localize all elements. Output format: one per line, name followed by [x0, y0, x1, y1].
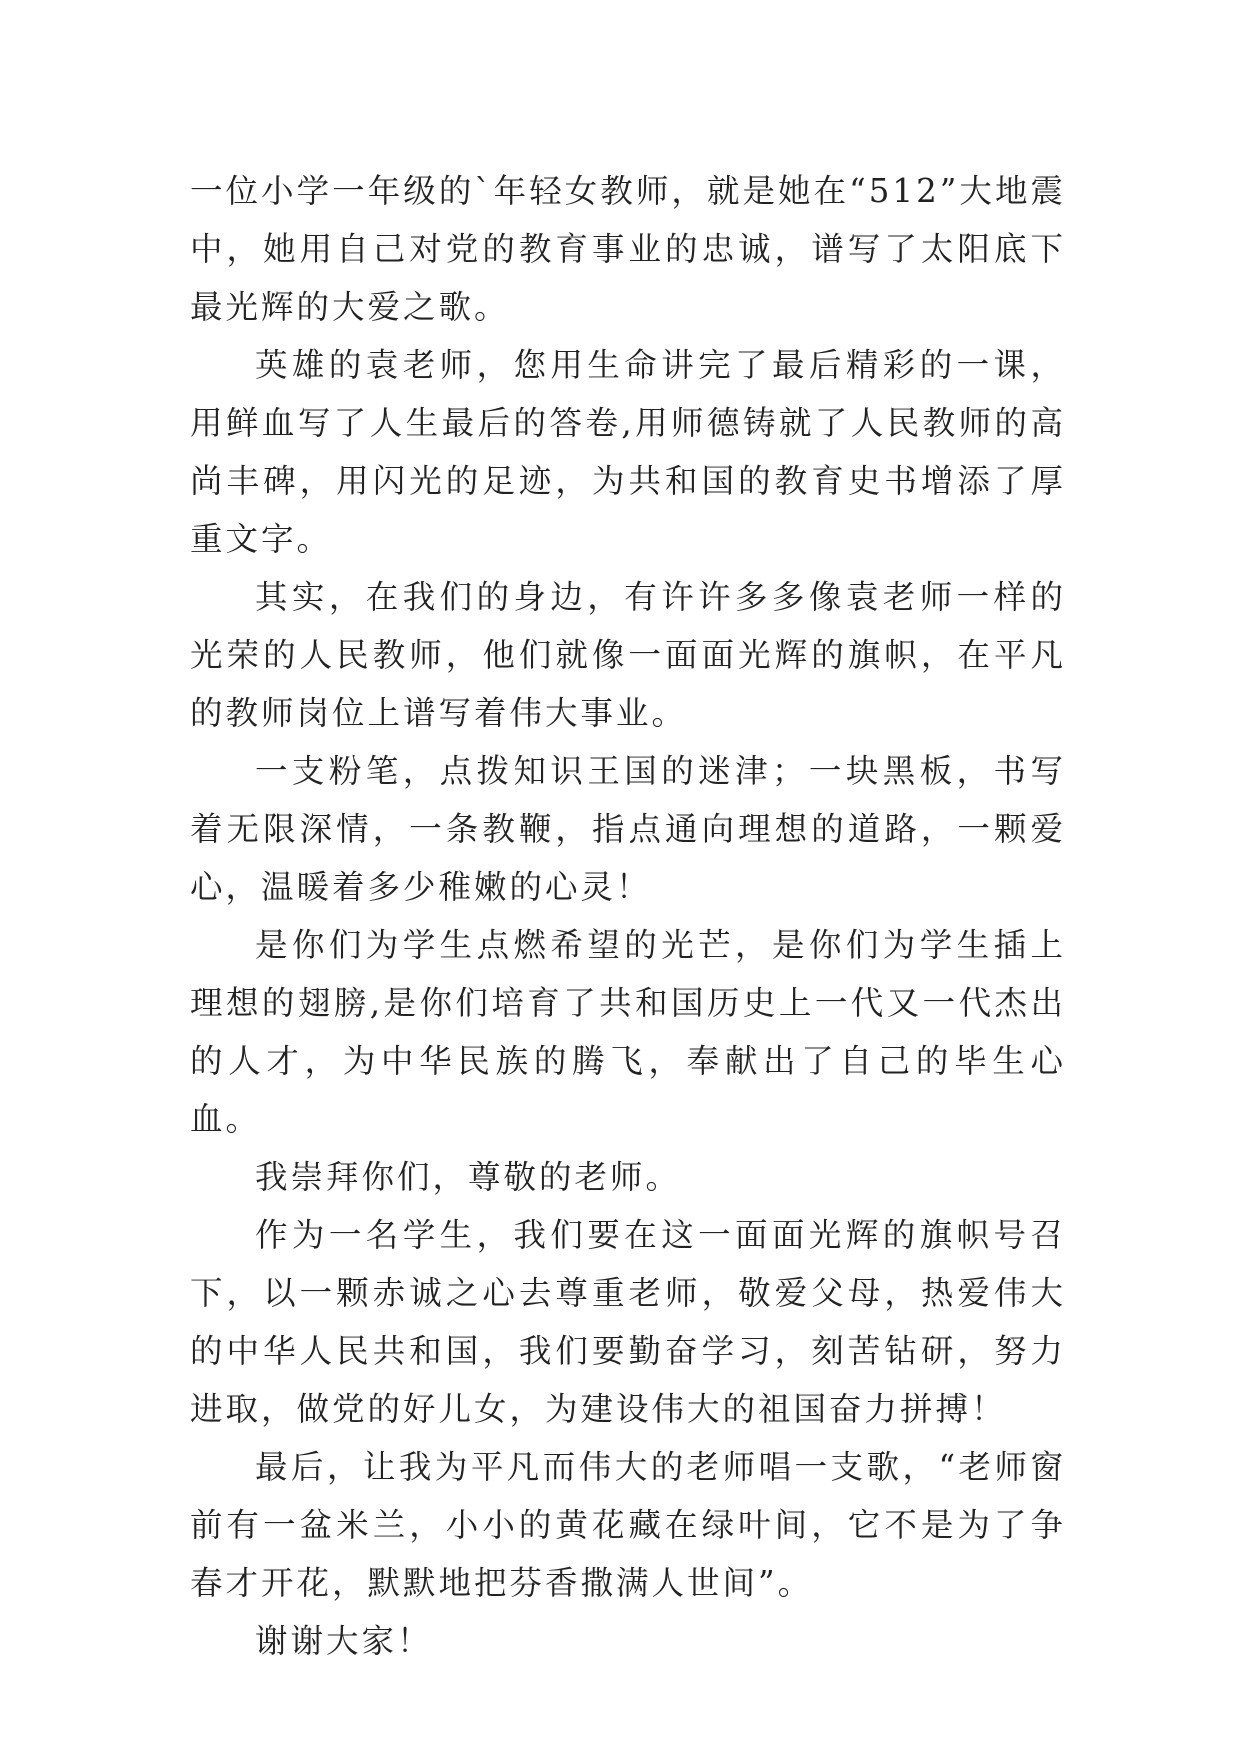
- document-page: [190, 162, 1066, 1670]
- paragraph-5: 是你们为学生点燃希望的光芒，是你们为学生插上理想的翅膀,是你们培育了共和国历史上一代又一代杰出的人才，为中华民族的腾飞，奉献出了自己的毕生心血。: [190, 926, 1066, 1138]
- paragraph-2: 英雄的袁老师，您用生命讲完了最后精彩的一课，用鲜血写了人生最后的答卷,用师德铸就了人民教师的高尚丰碑，用闪光的足迹，为共和国的教育史书增添了厚重文字。: [190, 346, 1066, 558]
- paragraph-3: 其实，在我们的身边，有许许多多像袁老师一样的光荣的人民教师，他们就像一面面光辉的旗帜，在平凡的教师岗位上谱写着伟大事业。: [190, 578, 1066, 732]
- paragraph-9: 谢谢大家！: [255, 1622, 433, 1660]
- paragraph-4: 一支粉笔，点拨知识王国的迷津；一块黑板，书写着无限深情，一条教鞭，指点通向理想的道路，一颗爱心，温暖着多少稚嫩的心灵！: [190, 752, 1066, 906]
- paragraph-6: 我崇拜你们，尊敬的老师。: [255, 1158, 682, 1196]
- paragraph-8: 最后，让我为平凡而伟大的老师唱一支歌，“老师窗前有一盆米兰，小小的黄花藏在绿叶间，它不是为了争春才开花，默默地把芬香撒满人世间”。: [190, 1448, 1066, 1602]
- paragraph-1: 一位小学一年级的`年轻女教师，就是她在“512”大地震中，她用自己对党的教育事业的忠诚，谱写了太阳底下最光辉的大爱之歌。: [190, 172, 1066, 326]
- paragraph-7: 作为一名学生，我们要在这一面面光辉的旗帜号召下，以一颗赤诚之心去尊重老师，敬爱父母，热爱伟大的中华人民共和国，我们要勤奋学习，刻苦钻研，努力进取，做党的好儿女，为建设伟大的祖国奋力拼搏！: [190, 1216, 1066, 1428]
